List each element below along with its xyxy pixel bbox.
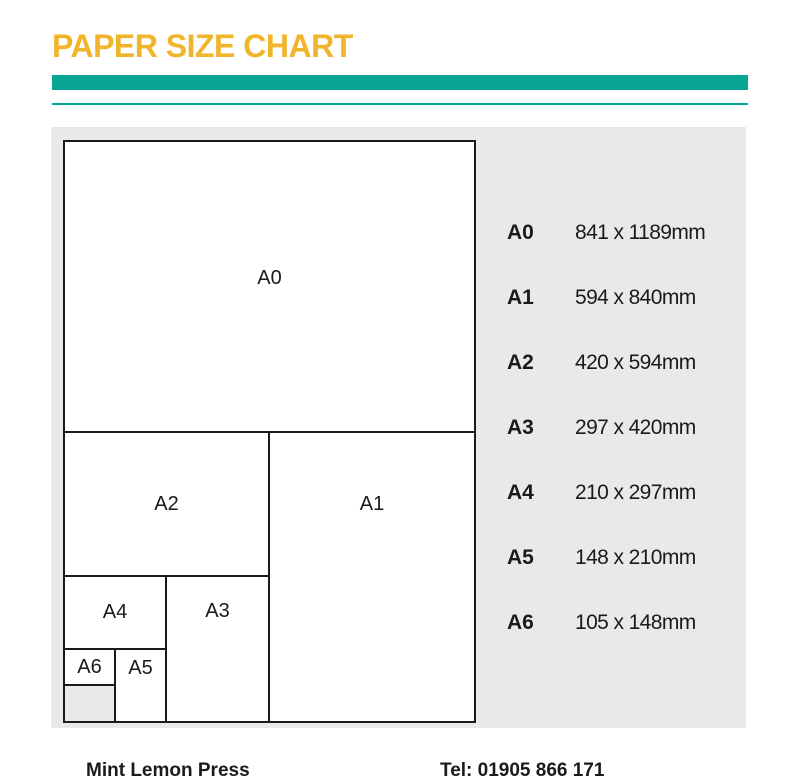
legend-row-a0	[507, 218, 705, 248]
legend-row-a4	[507, 478, 696, 508]
legend-row-a5	[507, 543, 696, 573]
legend-name: A3	[507, 416, 534, 439]
legend-size: 210 x 297mm	[575, 481, 696, 504]
paper-label-a1: A1	[359, 493, 385, 515]
paper-box-remainder	[63, 684, 116, 723]
legend-name: A2	[507, 351, 534, 374]
header-rule-thick	[52, 75, 748, 90]
legend-size: 297 x 420mm	[575, 416, 696, 439]
legend-size: 594 x 840mm	[575, 286, 696, 309]
footer-phone: Tel: 01905 866 171	[440, 760, 605, 781]
paper-label-a5: A5	[128, 656, 153, 679]
footer-strip	[0, 758, 794, 781]
paper-box-a6	[63, 648, 116, 686]
paper-box-a5	[114, 648, 167, 723]
paper-label-a2: A2	[154, 492, 179, 515]
legend-row-a3	[507, 413, 696, 443]
legend-name: A0	[507, 221, 534, 244]
paper-label-a6: A6	[77, 655, 102, 678]
paper-box-a3	[165, 575, 270, 723]
paper-label-a0: A0	[257, 267, 282, 289]
page-title: PAPER SIZE CHART	[52, 28, 353, 64]
legend-size: 105 x 148mm	[575, 611, 696, 634]
footer-company: Mint Lemon Press	[86, 760, 250, 781]
legend-name: A1	[507, 286, 534, 309]
paper-box-a0	[63, 140, 476, 433]
paper-box-a1	[268, 431, 476, 723]
legend-name: A6	[507, 611, 534, 634]
paper-box-a4	[63, 575, 167, 650]
paper-box-a2	[63, 431, 270, 577]
header-rule-thin	[52, 103, 748, 105]
legend-size: 841 x 1189mm	[575, 221, 706, 244]
paper-label-a3: A3	[205, 599, 230, 622]
legend-row-a6	[507, 608, 696, 638]
paper-label-a4: A4	[102, 601, 128, 623]
legend-name: A5	[507, 546, 534, 569]
legend-row-a2	[507, 348, 696, 378]
legend-row-a1	[507, 283, 696, 313]
legend-size: 148 x 210mm	[575, 546, 696, 569]
legend-name: A4	[507, 481, 534, 504]
legend-size: 420 x 594mm	[575, 351, 696, 374]
